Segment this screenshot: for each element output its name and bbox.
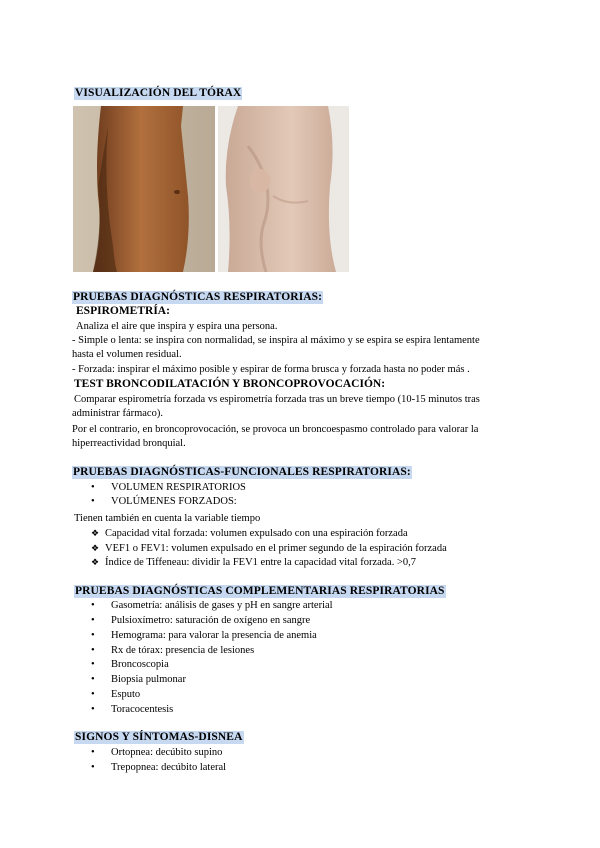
list-item: • VOLUMEN RESPIRATORIOS bbox=[91, 482, 246, 493]
paragraph-simple-line1: - Simple o lenta: se inspira con normalidad, se inspira al máximo y se espira se espira lentamente bbox=[72, 335, 480, 346]
list-item: • Biopsia pulmonar bbox=[91, 674, 186, 685]
paragraph-simple-line2: hasta el volumen residual. bbox=[72, 349, 182, 360]
paragraph-comparar-line2: administrar fármaco). bbox=[72, 408, 163, 419]
bullet-icon: • bbox=[91, 659, 95, 670]
paragraph-comparar-line1: Comparar espirometría forzada vs espirometría forzada tras un breve tiempo (10-15 minutos tras bbox=[74, 394, 480, 405]
list-item: • Pulsioxímetro: saturación de oxígeno en sangre bbox=[91, 615, 311, 626]
list-item: • Esputo bbox=[91, 689, 141, 700]
paragraph-broncoprovocacion-line1: Por el contrario, en broncoprovocación, se provoca un broncoespasmo controlado para valorar la bbox=[72, 424, 479, 435]
bullet-icon: • bbox=[91, 689, 95, 700]
bullet-icon: • bbox=[91, 747, 95, 758]
diamond-bullet-icon: ❖ bbox=[91, 528, 100, 538]
list-item: • VOLÚMENES FORZADOS: bbox=[91, 496, 237, 507]
list-item: • Ortopnea: decúbito supino bbox=[91, 747, 223, 758]
list-item: • Broncoscopia bbox=[91, 659, 169, 670]
list-item: • Trepopnea: decúbito lateral bbox=[91, 762, 227, 773]
bullet-icon: • bbox=[91, 615, 95, 626]
bullet-icon: • bbox=[91, 645, 95, 656]
bullet-icon: • bbox=[91, 496, 95, 507]
bullet-icon: • bbox=[91, 482, 95, 493]
subtitle-test-broncodilatacion: TEST BRONCODILATACIÓN Y BRONCOPROVOCACIÓN: bbox=[74, 378, 386, 390]
list-item: ❖ Capacidad vital forzada: volumen expulsado con una espiración forzada bbox=[91, 528, 408, 539]
section-title-pruebas-diagnosticas: PRUEBAS DIAGNÓSTICAS RESPIRATORIAS: bbox=[73, 291, 323, 303]
diamond-bullet-icon: ❖ bbox=[91, 543, 100, 553]
list-item: ❖ VEF1 o FEV1: volumen expulsado en el primer segundo de la espiración forzada bbox=[91, 543, 447, 554]
photo-chest-deformity-icon bbox=[218, 106, 349, 272]
paragraph-espirometria: Analiza el aire que inspira y espira una persona. bbox=[76, 321, 278, 332]
subtitle-espirometria: ESPIROMETRÍA: bbox=[76, 305, 170, 317]
list-item: ❖ Índice de Tiffeneau: dividir la FEV1 entre la capacidad vital forzada. >0,7 bbox=[91, 557, 416, 568]
photo-chest-side-view-icon bbox=[73, 106, 215, 272]
list-item: • Toracocentesis bbox=[91, 704, 174, 715]
bullet-icon: • bbox=[91, 674, 95, 685]
paragraph-broncoprovocacion-line2: hiperreactividad bronquial. bbox=[72, 438, 186, 449]
list-item: • Gasometría: análisis de gases y pH en sangre arterial bbox=[91, 600, 333, 611]
list-item: • Rx de tórax: presencia de lesiones bbox=[91, 645, 255, 656]
list-item: • Hemograma: para valorar la presencia de anemia bbox=[91, 630, 317, 641]
bullet-icon: • bbox=[91, 762, 95, 773]
paragraph-forzada: - Forzada: inspirar el máximo posible y espirar de forma brusca y forzada hasta no poder más . bbox=[72, 364, 470, 375]
bullet-icon: • bbox=[91, 630, 95, 641]
section-title-funcionales: PRUEBAS DIAGNÓSTICAS-FUNCIONALES RESPIRATORIAS: bbox=[73, 466, 411, 478]
diamond-bullet-icon: ❖ bbox=[91, 557, 100, 567]
section-title-disnea: SIGNOS Y SÍNTOMAS-DISNEA bbox=[75, 731, 243, 743]
bullet-icon: • bbox=[91, 600, 95, 611]
section-title-complementarias: PRUEBAS DIAGNÓSTICAS COMPLEMENTARIAS RESPIRATORIAS bbox=[75, 585, 445, 597]
note-variable-tiempo: Tienen también en cuenta la variable tiempo bbox=[74, 513, 261, 524]
bullet-icon: • bbox=[91, 704, 95, 715]
section-title-visualizacion: VISUALIZACIÓN DEL TÓRAX bbox=[75, 87, 242, 99]
